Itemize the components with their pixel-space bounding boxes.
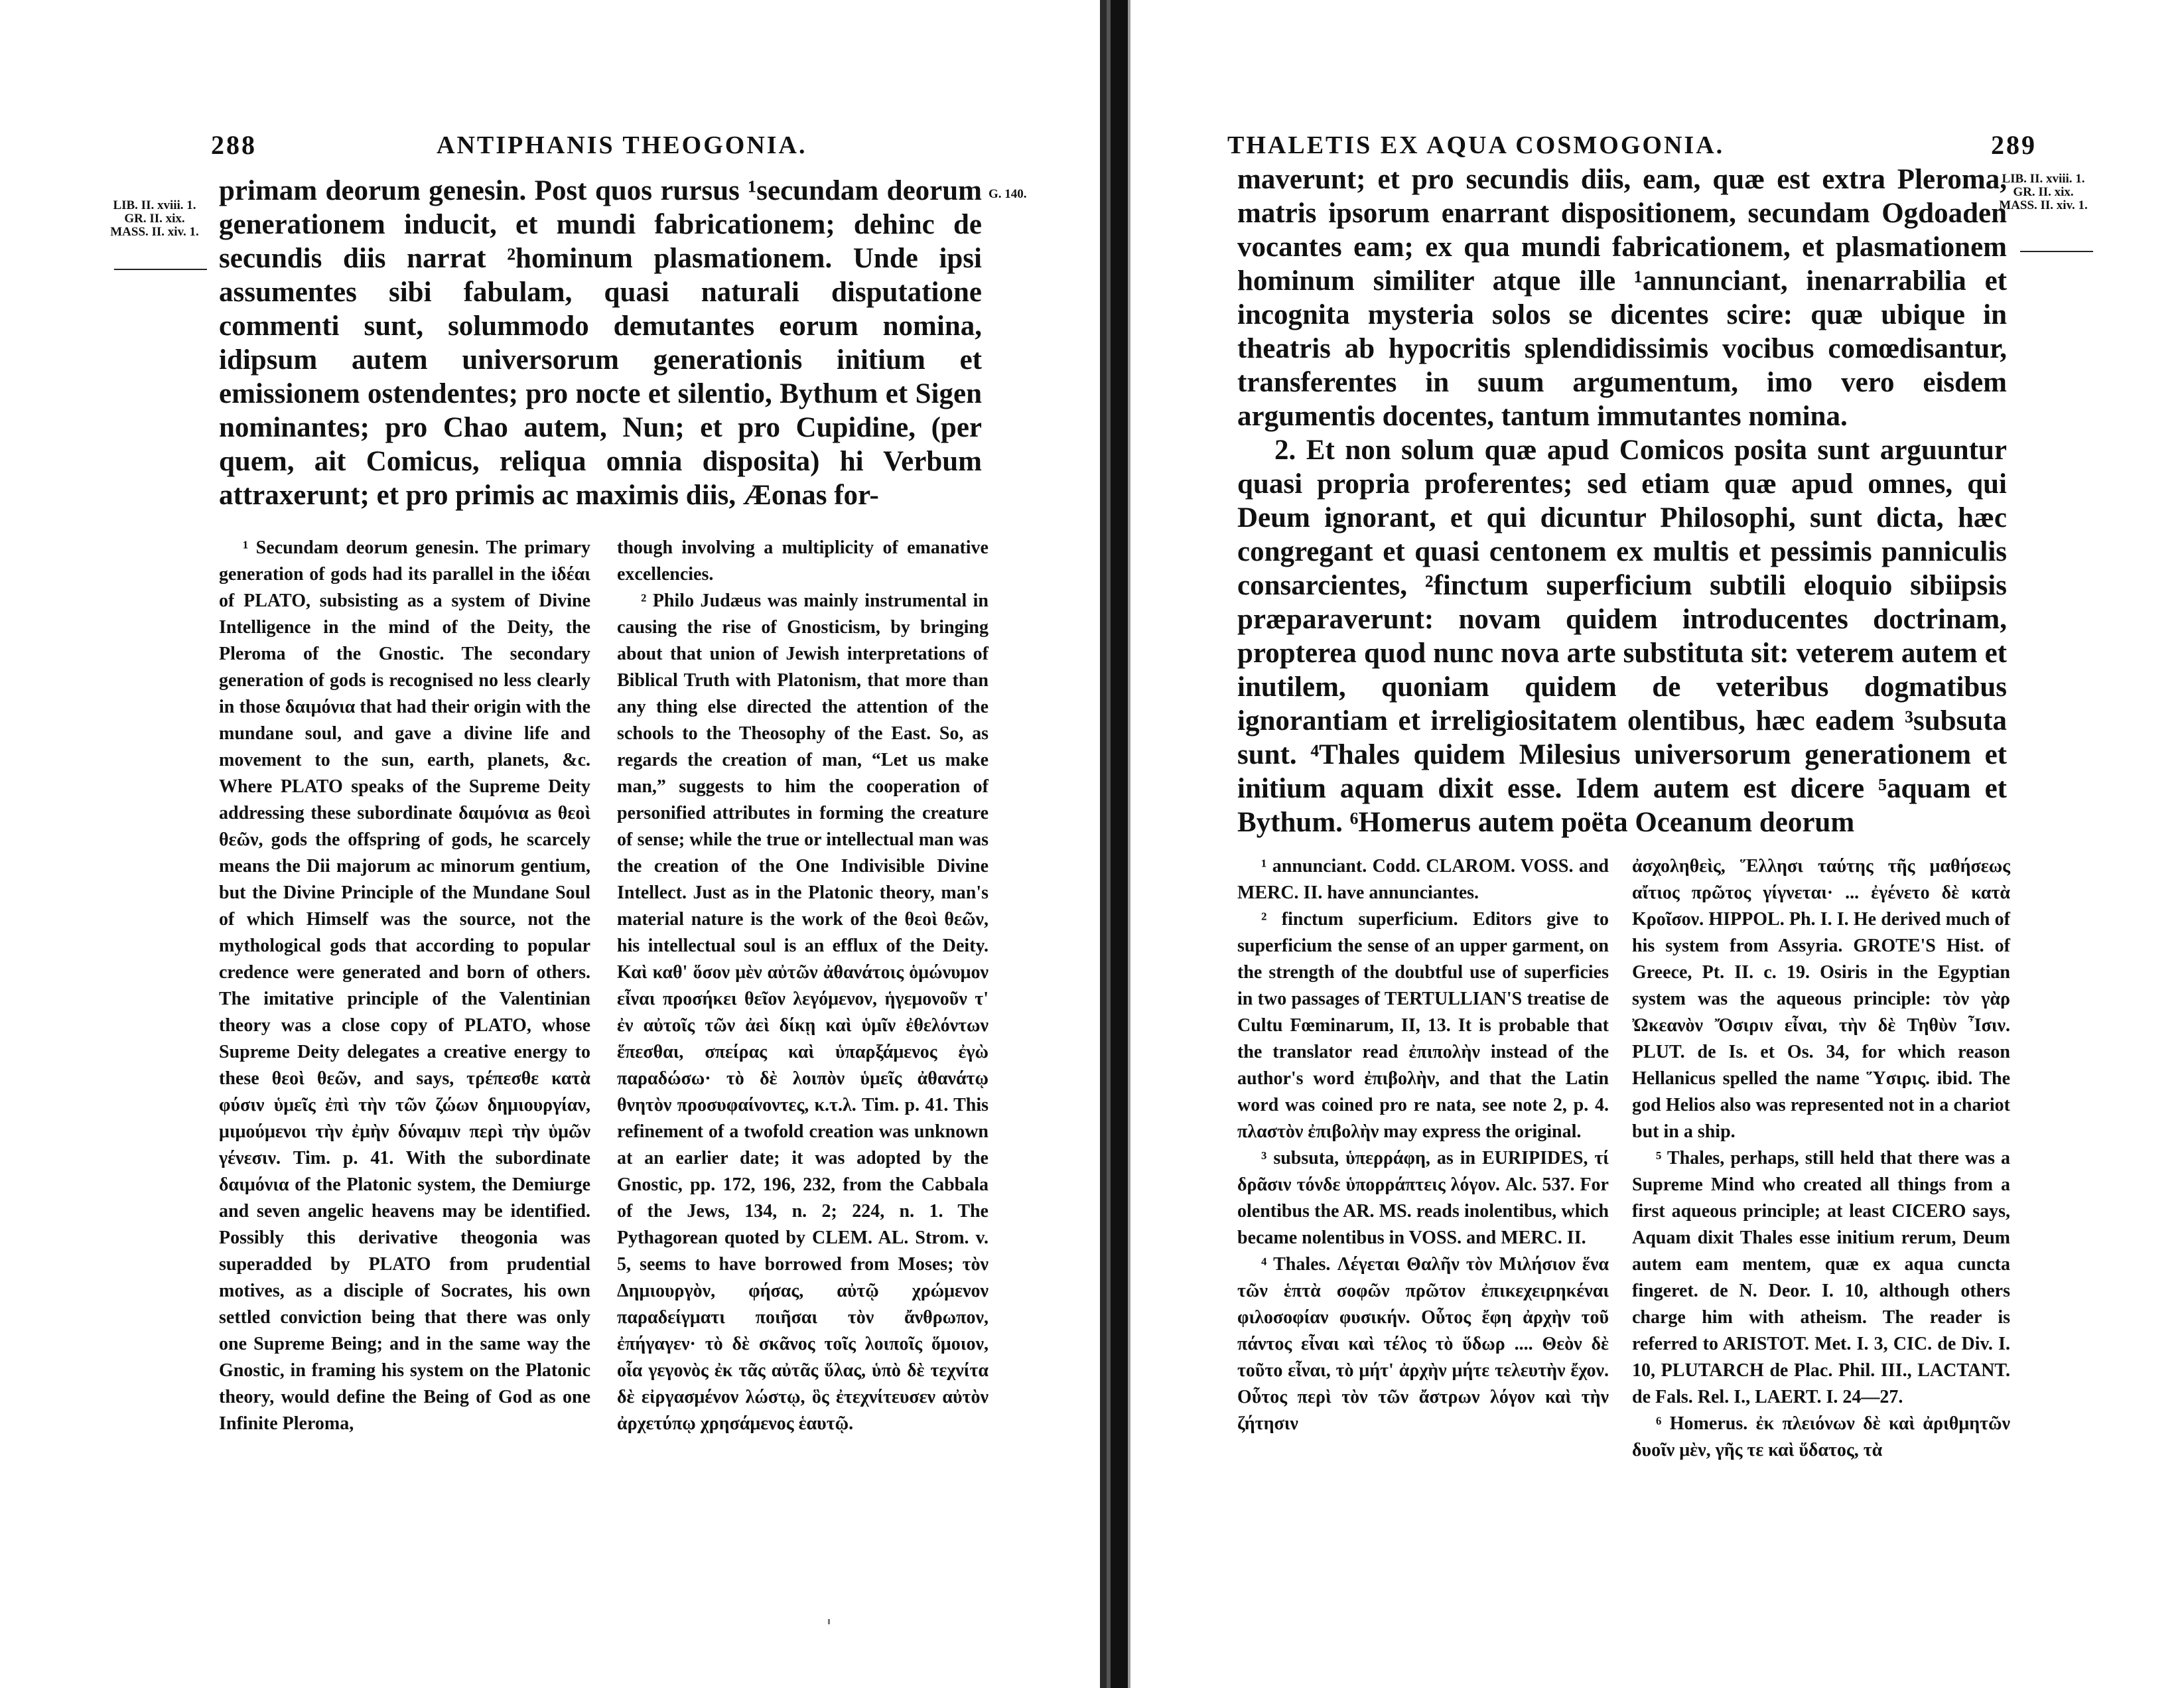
main-text [1237, 163, 2007, 839]
main-paragraph-2: 2. Et non solum quæ apud Comicos posita sunt arguuntur quasi propria proferentes; sed etiam quæ apud omnes, qui Deum ignorant, et qui dicuntur Philosophi, sunt dicta, hæc congregant et quasi centonem ex multis et pessimis panniculis consarcientes, ²finctum superficium subtili eloquio sibiipsis præparaverunt: novam quidem introducentes doctrinam, propterea quod nunc nova arte substituta sit: veterem autem et inutilem, quoniam quidem de veteribus dogmatibus ignorantiam et irreligiositatem olentibus, hæc eadem ³subsuta sunt. ⁴Thales quidem Milesius universorum generationem et initium aquam dixit esse. Idem autem est dicere ⁵aquam et Bythum. ⁶Homerus autem poëta Oceanum deorum [1237, 435, 2007, 838]
right-page [1128, 0, 2184, 1688]
margin-reference: LIB. II. xviii. 1. GR. II. xix. MASS. II. xiv. 1. [110, 198, 199, 239]
running-head-left [211, 129, 981, 169]
footnotes-column-2 [1632, 853, 2010, 1464]
page-number: 289 [1991, 130, 2037, 160]
margin-divider [2020, 251, 2093, 252]
print-speck [828, 1619, 830, 1624]
main-paragraph: primam deorum genesin. Post quos rursus ¹secundam deorum generationem inducit, et mundi fabricationem; dehinc de secundis diis narrat ²hominum plasmationem. Unde ipsi assumentes sibi fabulam, quasi naturali disputatione commenti sunt, solummodo demutantes eorum nomina, idipsum autem universorum generationis initium et emissionem ostendentes; pro nocte et silentio, Bythum et Sigen nominantes; pro Chao autem, Nun; et pro Cupidine, (per quem, ait Comicus, reliqua omnia disposita) hi Verbum attraxerunt; et pro primis ac maximis diis, Æonas for- [219, 175, 982, 511]
footnote-2: ² Philo Judæus was mainly instrumental in causing the rise of Gnosticism, by bringing about that union of Jewish interpretations of Biblical Truth with Platonism, that more than any thing else directed the attention of the schools to the Theosophy of the East. So, as regards the creation of man, “Let us make man,” suggests to him the cooperation of personified attributes in forming the creature of sense; while the true or intellectual man was the creation of the One Indivisible Divine Intellect. Just as in the Platonic theory, man's material nature is the work of the θεοὶ θεῶν, his intellectual soul is an efflux of the Deity. Καὶ καθ' ὅσον μὲν αὐτῶν ἀθανάτοις ὁμώνυμον εἶναι προσήκει θεῖον λεγόμενον, ἡγεμονοῦν τ' ἐν αὐτοῖς τῶν ἀεὶ δίκῃ καὶ ὑμῖν ἐθελόντων ἕπεσθαι, σπείρας καὶ ὑπαρξάμενος ἐγὼ παραδώσω· τὸ δὲ λοιπὸν ὑμεῖς ἀθανάτῳ θνητὸν προσυφαίνοντες, κ.τ.λ. Tim. p. 41. This refinement of a twofold creation was unknown at an earlier date; it was adopted by the Gnostic, pp. 172, 196, 232, from the Cabbala of the Jews, 134, n. 2; 224, n. 1. The Pythagorean quoted by CLEM. AL. Strom. v. 5, seems to have borrowed from Moses; τὸν Δημιουργὸν, φήσας, αὐτῷ χρώμενον παραδείγματι ποιῆσαι τὸν ἄνθρωπον, ἐπήγαγεν· τὸ δὲ σκᾶνος τοῖς λοιποῖς ὅμοιον, οἷα γεγονὸς ἐκ τᾶς αὐτᾶς ὕλας, ὑπὸ δὲ τεχνίτα δὲ εἰργασμένον λώστῳ, ὃς ἐτεχνίτευσεν αὐτὸν ἀρχετύπῳ χρησάμενος ἑαυτῷ. [617, 591, 989, 1434]
footnote-4: ⁴ Thales. Λέγεται Θαλῆν τὸν Μιλήσιον ἕνα τῶν ἑπτὰ σοφῶν πρῶτον ἐπικεχειρηκέναι φιλοσοφίαν φυσικήν. Οὗτος ἔφη ἀρχὴν τοῦ πάντος εἶναι καὶ τέλος τὸ ὕδωρ .... Θεὸν δὲ τοῦτο εἶναι, τὸ μήτ' ἀρχὴν μήτε τελευτὴν ἔχον. Οὗτος περὶ τὸν τῶν ἄστρων λόγον καὶ τὴν ζήτησιν [1237, 1254, 1609, 1434]
margin-grabe-reference: G. 140. [989, 187, 1027, 201]
running-title: THALETIS EX AQUA COSMOGONIA. [1227, 131, 1725, 159]
footnote-4-continued: ἀσχοληθεὶς, Ἕλλησι ταύτης τῆς μαθήσεως αἴτιος πρῶτος γίγνεται· ... ἐγένετο δὲ κατὰ Κροῖσον. HIPPOL. Ph. I. I. He derived much of his system from Assyria. GROTE'S Hist. of Greece, Pt. II. c. 19. Osiris in the Egyptian system was the aqueous principle: τὸν γὰρ Ὠκεανὸν Ὄσιριν εἶναι, τὴν δὲ Τηθὺν Ἶσιν. PLUT. de Is. et Os. 34, for which reason Hellanicus spelled the name Ὕσιρις. ibid. The god Helios also was represented not in a chariot but in a ship. [1632, 856, 2010, 1142]
footnote-6: ⁶ Homerus. ἐκ πλειόνων δὲ καὶ ἀριθμητῶν δυοῖν μὲν, γῆς τε καὶ ὕδατος, τὰ [1632, 1413, 2010, 1460]
footnote-1: ¹ annunciant. Codd. CLAROM. VOSS. and MERC. II. have annunciantes. [1237, 856, 1609, 903]
footnotes-column-2 [617, 535, 989, 1437]
main-text [219, 174, 982, 512]
footnote-2: ² finctum superficium. Editors give to superficium the sense of an upper garment, on the strength of the doubtful use of superficies in two passages of TERTULLIAN'S treatise de Cultu Fœminarum, II, 13. It is probable that the translator read ἐπιπολὴν instead of the author's word ἐπιβολὴν, and that the Latin word was coined pro re nata, see note 2, p. 4. πλαστὸν ἐπιβολὴν may express the original. [1237, 909, 1609, 1142]
main-paragraph-1: maverunt; et pro secundis diis, eam, quæ est extra Pleroma, matris ipsorum enarrant dispositionem, secundam Ogdoaden vocantes eam; ex qua mundi fabricationem, et plasmationem hominum similiter atque ille ¹annunciant, inenarrabilia et incognita mysteria solos se dicentes scire: quæ ubique in theatris ab hypocritis splendidissimis vocibus comœdisantur, transferentes in suum argumentum, imo vero eisdem argumentis docentes, tantum immutantes nomina. [1237, 164, 2007, 432]
page-number: 288 [211, 130, 257, 160]
footnote-3: ³ subsuta, ὑπερράφη, as in EURIPIDES, τί δρᾶσιν τόνδε ὑπορράπτεις λόγον. Alc. 537. For olentibus the AR. MS. reads inolentibus, which became nolentibus in VOSS. and MERC. II. [1237, 1148, 1609, 1248]
footnotes-column-1 [219, 535, 590, 1437]
footnote-1-continued: though involving a multiplicity of emanative excellencies. [617, 537, 989, 585]
footnote-1: ¹ Secundam deorum genesin. The primary generation of gods had its parallel in the ἰδέαι of PLATO, subsisting as a system of Divine Intelligence in the mind of the Deity, the Pleroma of the Gnostic. The secondary generation of gods is recognised no less clearly in those δαιμόνια that had their origin with the mundane soul, and gave a divine life and movement to the sun, earth, planets, &c. Where PLATO speaks of the Supreme Deity addressing these subordinate δαιμόνια as θεοὶ θεῶν, gods the offspring of gods, he scarcely means the Dii majorum ac minorum gentium, but the Divine Principle of the Mundane Soul of which Himself was the source, not the mythological gods that according to popular credence were generated and born of others. The imitative principle of the Valentinian theory was a close copy of PLATO, whose Supreme Deity delegates a creative energy to these θεοὶ θεῶν, and says, τρέπεσθε κατὰ φύσιν ὑμεῖς ἐπὶ τὴν τῶν ζώων δημιουργίαν, μιμούμενοι τὴν ἐμὴν δύναμιν περὶ τὴν ὑμῶν γένεσιν. Tim. p. 41. With the subordinate δαιμόνια of the Platonic system, the Demiurge and seven angelic heavens may be identified. Possibly this derivative theogonia was superadded by PLATO from prudential motives, as a disciple of Socrates, his own settled conviction being that there was only one Supreme Being; and in the same way the Gnostic, in framing his system on the Platonic theory, would define the Being of God as one Infinite Pleroma, [219, 537, 590, 1434]
margin-reference: LIB. II. xviii. 1. GR. II. xix. MASS. II. xiv. 1. [1999, 172, 2088, 212]
margin-divider [114, 269, 207, 270]
running-title: ANTIPHANIS THEOGONIA. [437, 131, 807, 159]
footnote-5: ⁵ Thales, perhaps, still held that there was a Supreme Mind who created all things from a first aqueous principle; at least CICERO says, Aquam dixit Thales esse initium rerum, Deum autem eam mentem, quæ ex aqua cuncta fingeret. de N. Deor. I. 10, although others charge him with atheism. The reader is referred to ARISTOT. Met. I. 3, CIC. de Div. I. 10, PLUTARCH de Plac. Phil. III., LACTANT. de Fals. Rel. I., LAERT. I. 24—27. [1632, 1148, 2010, 1407]
footnotes-column-1 [1237, 853, 1609, 1437]
